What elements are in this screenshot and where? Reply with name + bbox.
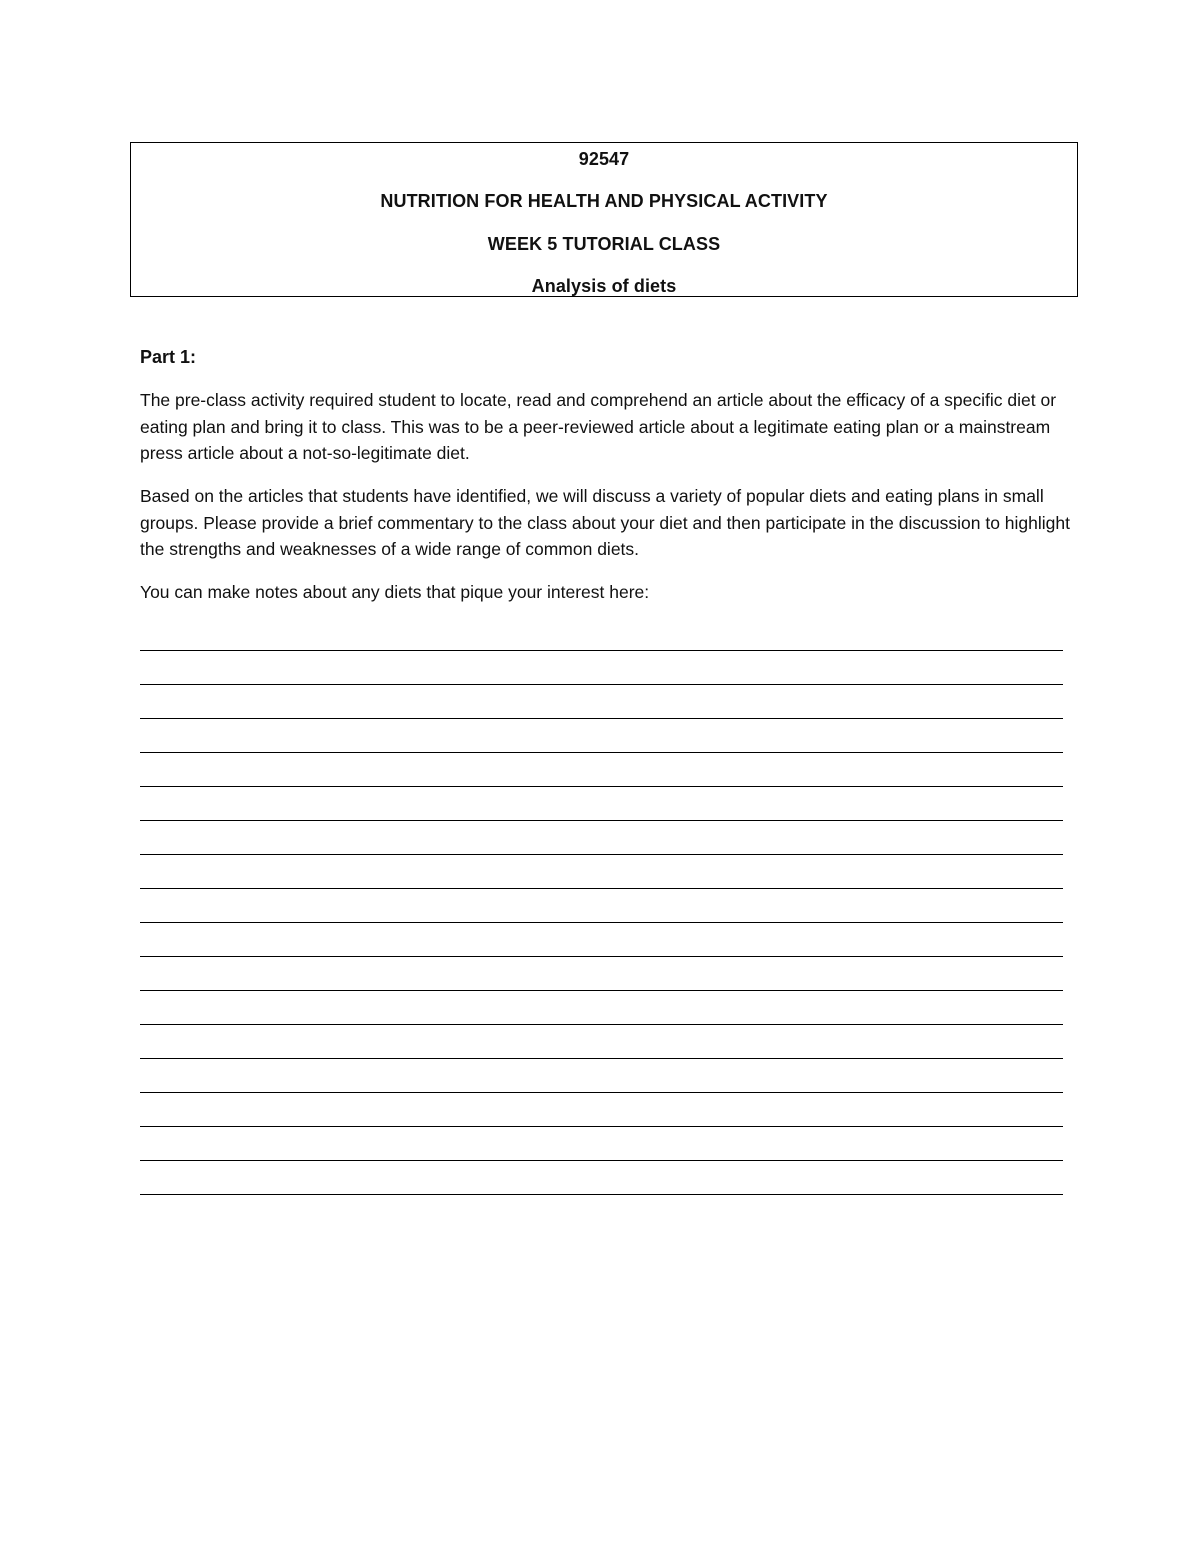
note-line <box>140 820 1063 821</box>
topic-title: Analysis of diets <box>531 276 677 296</box>
note-line <box>140 684 1063 685</box>
notes-prompt: You can make notes about any diets that pique your interest here: <box>140 582 650 602</box>
note-line <box>140 1024 1063 1025</box>
note-line <box>140 786 1063 787</box>
note-line <box>140 922 1063 923</box>
part-1-heading: Part 1: <box>140 347 197 367</box>
note-line <box>140 888 1063 889</box>
note-line <box>140 956 1063 957</box>
note-line <box>140 1160 1063 1161</box>
note-line <box>140 1126 1063 1127</box>
note-line <box>140 1194 1063 1195</box>
note-line <box>140 752 1063 753</box>
note-line <box>140 1058 1063 1059</box>
paragraph-discussion: Based on the articles that students have identified, we will discuss a variety of popular diets and eating plans in small groups. Please provide a brief commentary to the class about your diet and then participate in the discussion to highlight the strengths and weaknesses of a wide range of common diets. <box>140 486 1070 559</box>
title-box <box>130 142 1078 297</box>
note-line <box>140 650 1063 651</box>
note-line <box>140 854 1063 855</box>
week-label: WEEK 5 TUTORIAL CLASS <box>487 234 721 254</box>
note-line <box>140 990 1063 991</box>
note-line <box>140 718 1063 719</box>
course-code: 92547 <box>578 149 630 169</box>
paragraph-pre-class-activity: The pre-class activity required student to locate, read and comprehend an article about the efficacy of a specific diet or eating plan and bring it to class. This was to be a peer-reviewed article about a legitimate eating plan or a mainstream press article about a not-so-legitimate diet. <box>140 390 1057 463</box>
course-title: NUTRITION FOR HEALTH AND PHYSICAL ACTIVITY <box>380 191 828 211</box>
note-line <box>140 1092 1063 1093</box>
